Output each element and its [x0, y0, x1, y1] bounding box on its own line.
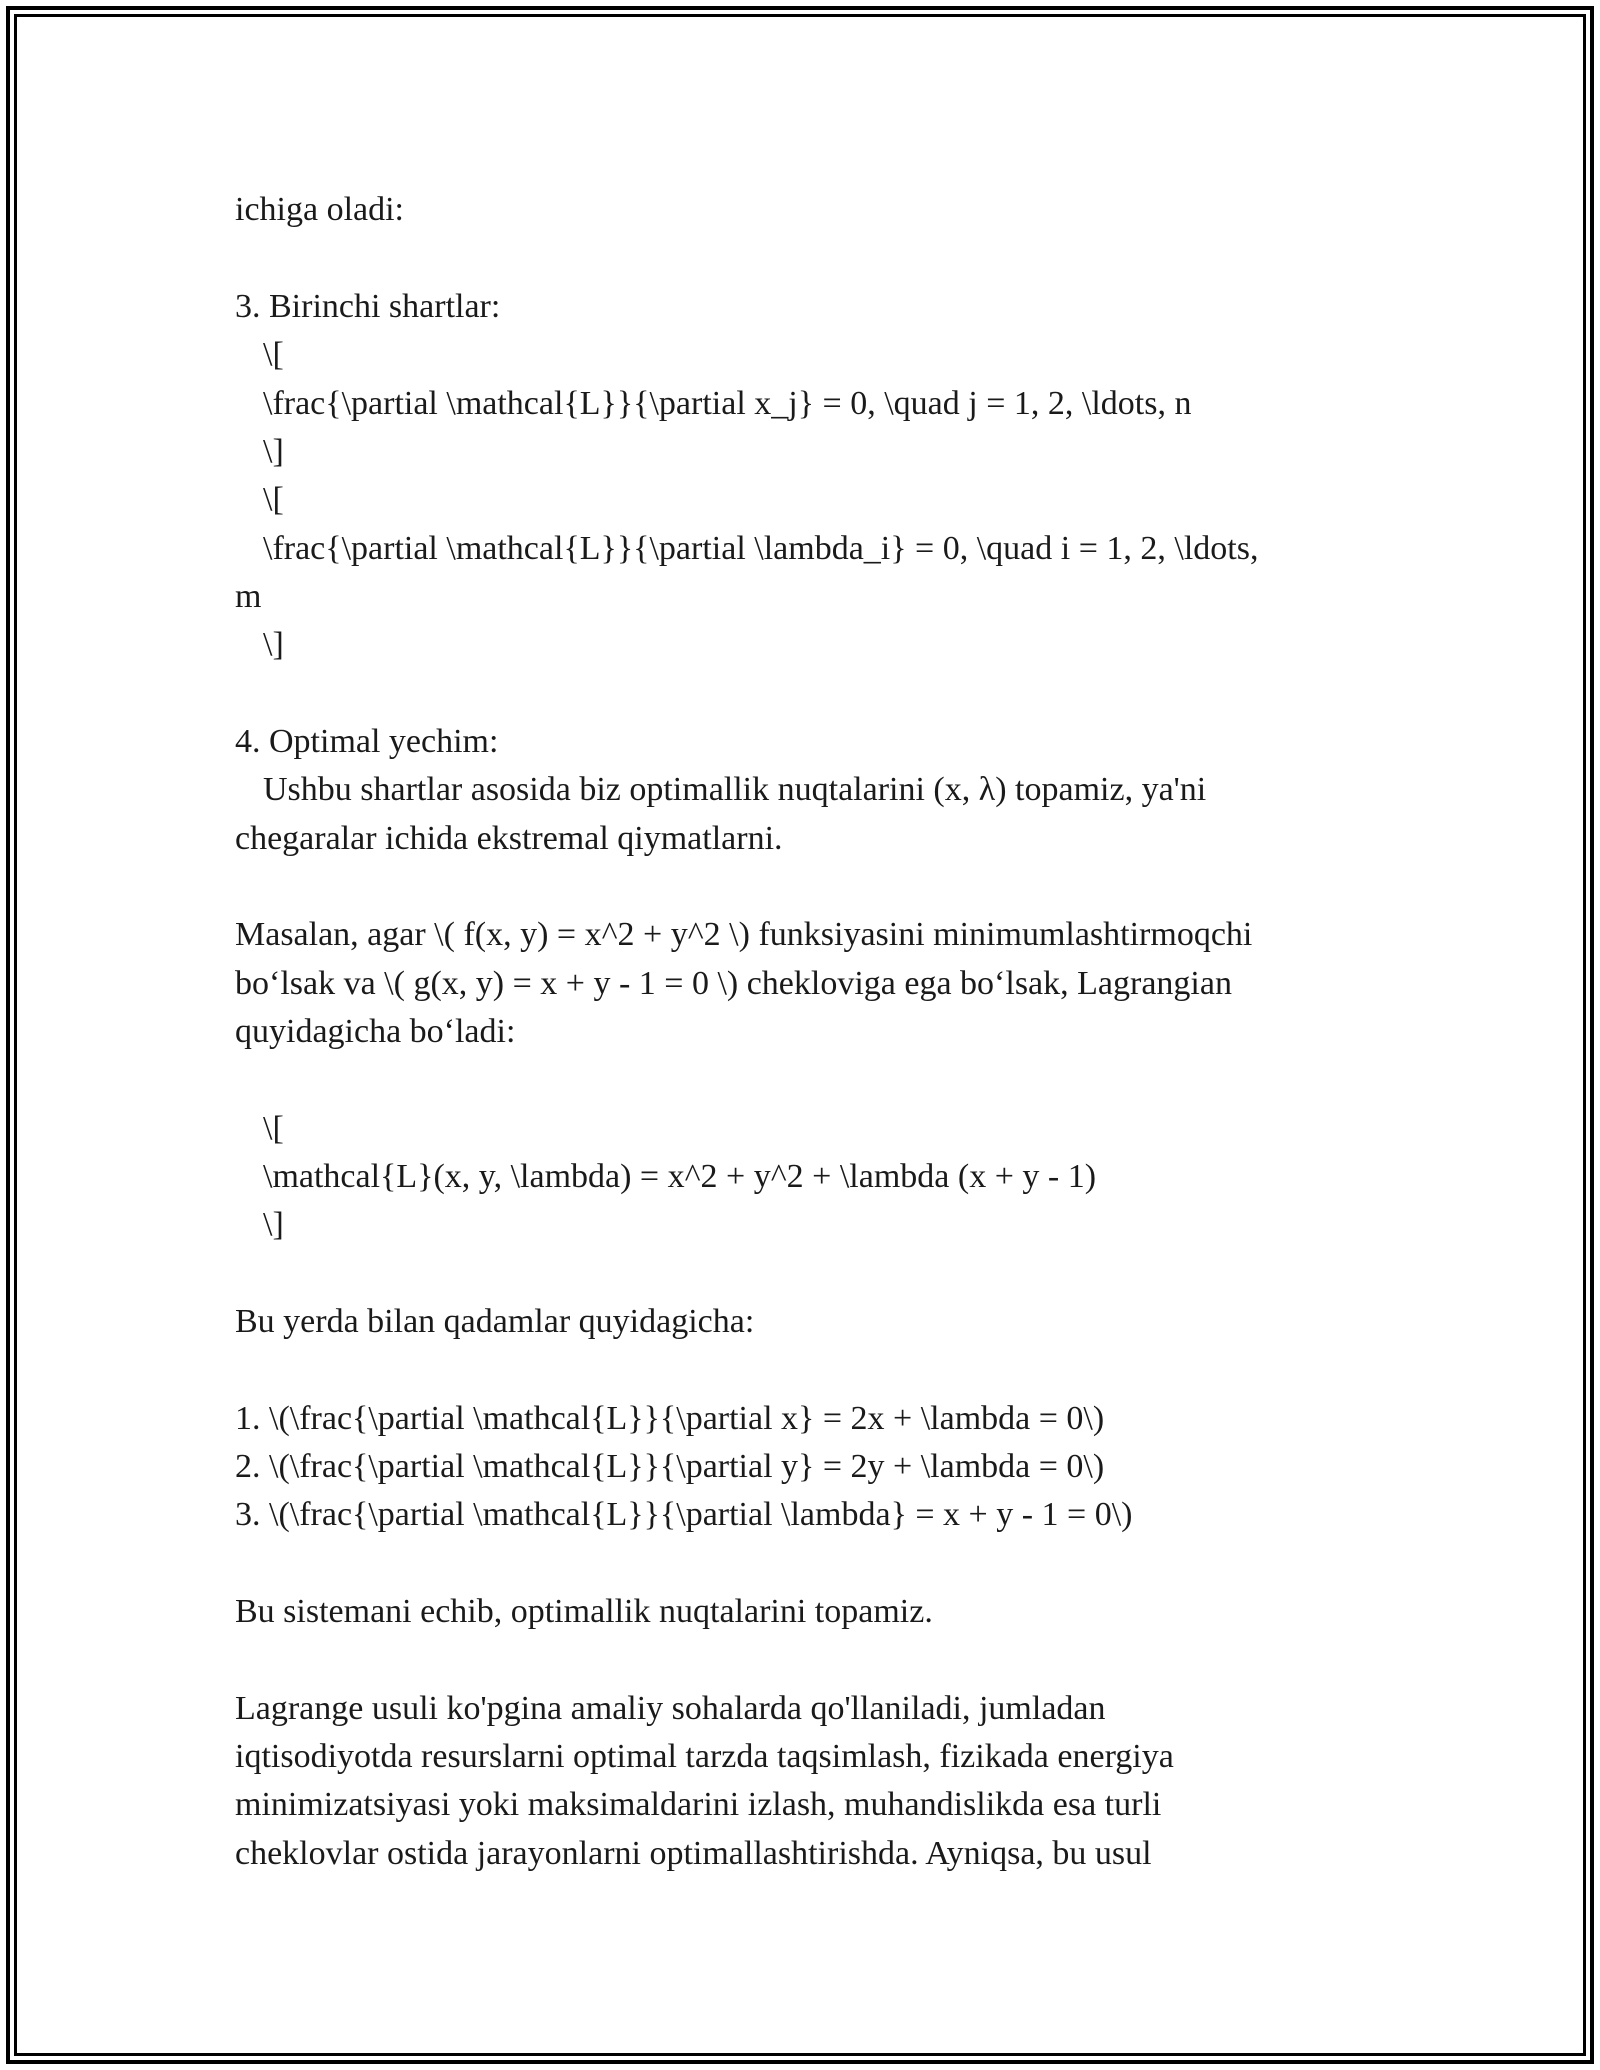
text-line: quyidagicha bo‘ladi: — [235, 1013, 516, 1050]
math-formula-continuation: m — [235, 578, 262, 615]
math-delimiter: \] — [263, 1206, 284, 1243]
text-line: Ushbu shartlar asosida biz optimallik nuqtalarini (x, λ) topamiz, ya'ni — [263, 771, 1207, 808]
text-line: bo‘lsak va \( g(x, y) = x + y - 1 = 0 \) chekloviga ega bo‘lsak, Lagrangian — [235, 965, 1232, 1002]
text-line: Lagrange usuli ko'pgina amaliy sohalarda qo'llaniladi, jumladan — [235, 1690, 1106, 1727]
math-delimiter: \[ — [263, 481, 284, 518]
text-line: minimizatsiyasi yoki maksimaldarini izlash, muhandislikda esa turli — [235, 1786, 1162, 1823]
math-delimiter: \[ — [263, 336, 284, 373]
text-line: iqtisodiyotda resurslarni optimal tarzda taqsimlash, fizikada energiya — [235, 1738, 1174, 1775]
section-heading: 4. Optimal yechim: — [235, 723, 499, 760]
math-delimiter: \[ — [263, 1110, 284, 1147]
math-delimiter: \] — [263, 433, 284, 470]
list-item: 2. \(\frac{\partial \mathcal{L}}{\partial y} = 2y + \lambda = 0\) — [235, 1448, 1105, 1485]
math-formula: \mathcal{L}(x, y, \lambda) = x^2 + y^2 + \lambda (x + y - 1) — [263, 1158, 1097, 1195]
text-line: chegaralar ichida ekstremal qiymatlarni. — [235, 820, 783, 857]
text-line: ichiga oladi: — [235, 191, 405, 228]
math-formula: \frac{\partial \mathcal{L}}{\partial \lambda_i} = 0, \quad i = 1, 2, \ldots, — [263, 530, 1259, 567]
text-line: Masalan, agar \( f(x, y) = x^2 + y^2 \) funksiyasini minimumlashtirmoqchi — [235, 916, 1253, 953]
text-line: Bu sistemani echib, optimallik nuqtalarini topamiz. — [235, 1593, 933, 1630]
list-item: 3. \(\frac{\partial \mathcal{L}}{\partial \lambda} = x + y - 1 = 0\) — [235, 1496, 1133, 1533]
math-delimiter: \] — [263, 626, 284, 663]
math-formula: \frac{\partial \mathcal{L}}{\partial x_j} = 0, \quad j = 1, 2, \ldots, n — [263, 385, 1192, 422]
text-line: Bu yerda bilan qadamlar quyidagicha: — [235, 1303, 755, 1340]
section-heading: 3. Birinchi shartlar: — [235, 288, 501, 325]
list-item: 1. \(\frac{\partial \mathcal{L}}{\partial x} = 2x + \lambda = 0\) — [235, 1400, 1105, 1437]
text-line: cheklovlar ostida jarayonlarni optimallashtirishda. Ayniqsa, bu usul — [235, 1835, 1152, 1872]
